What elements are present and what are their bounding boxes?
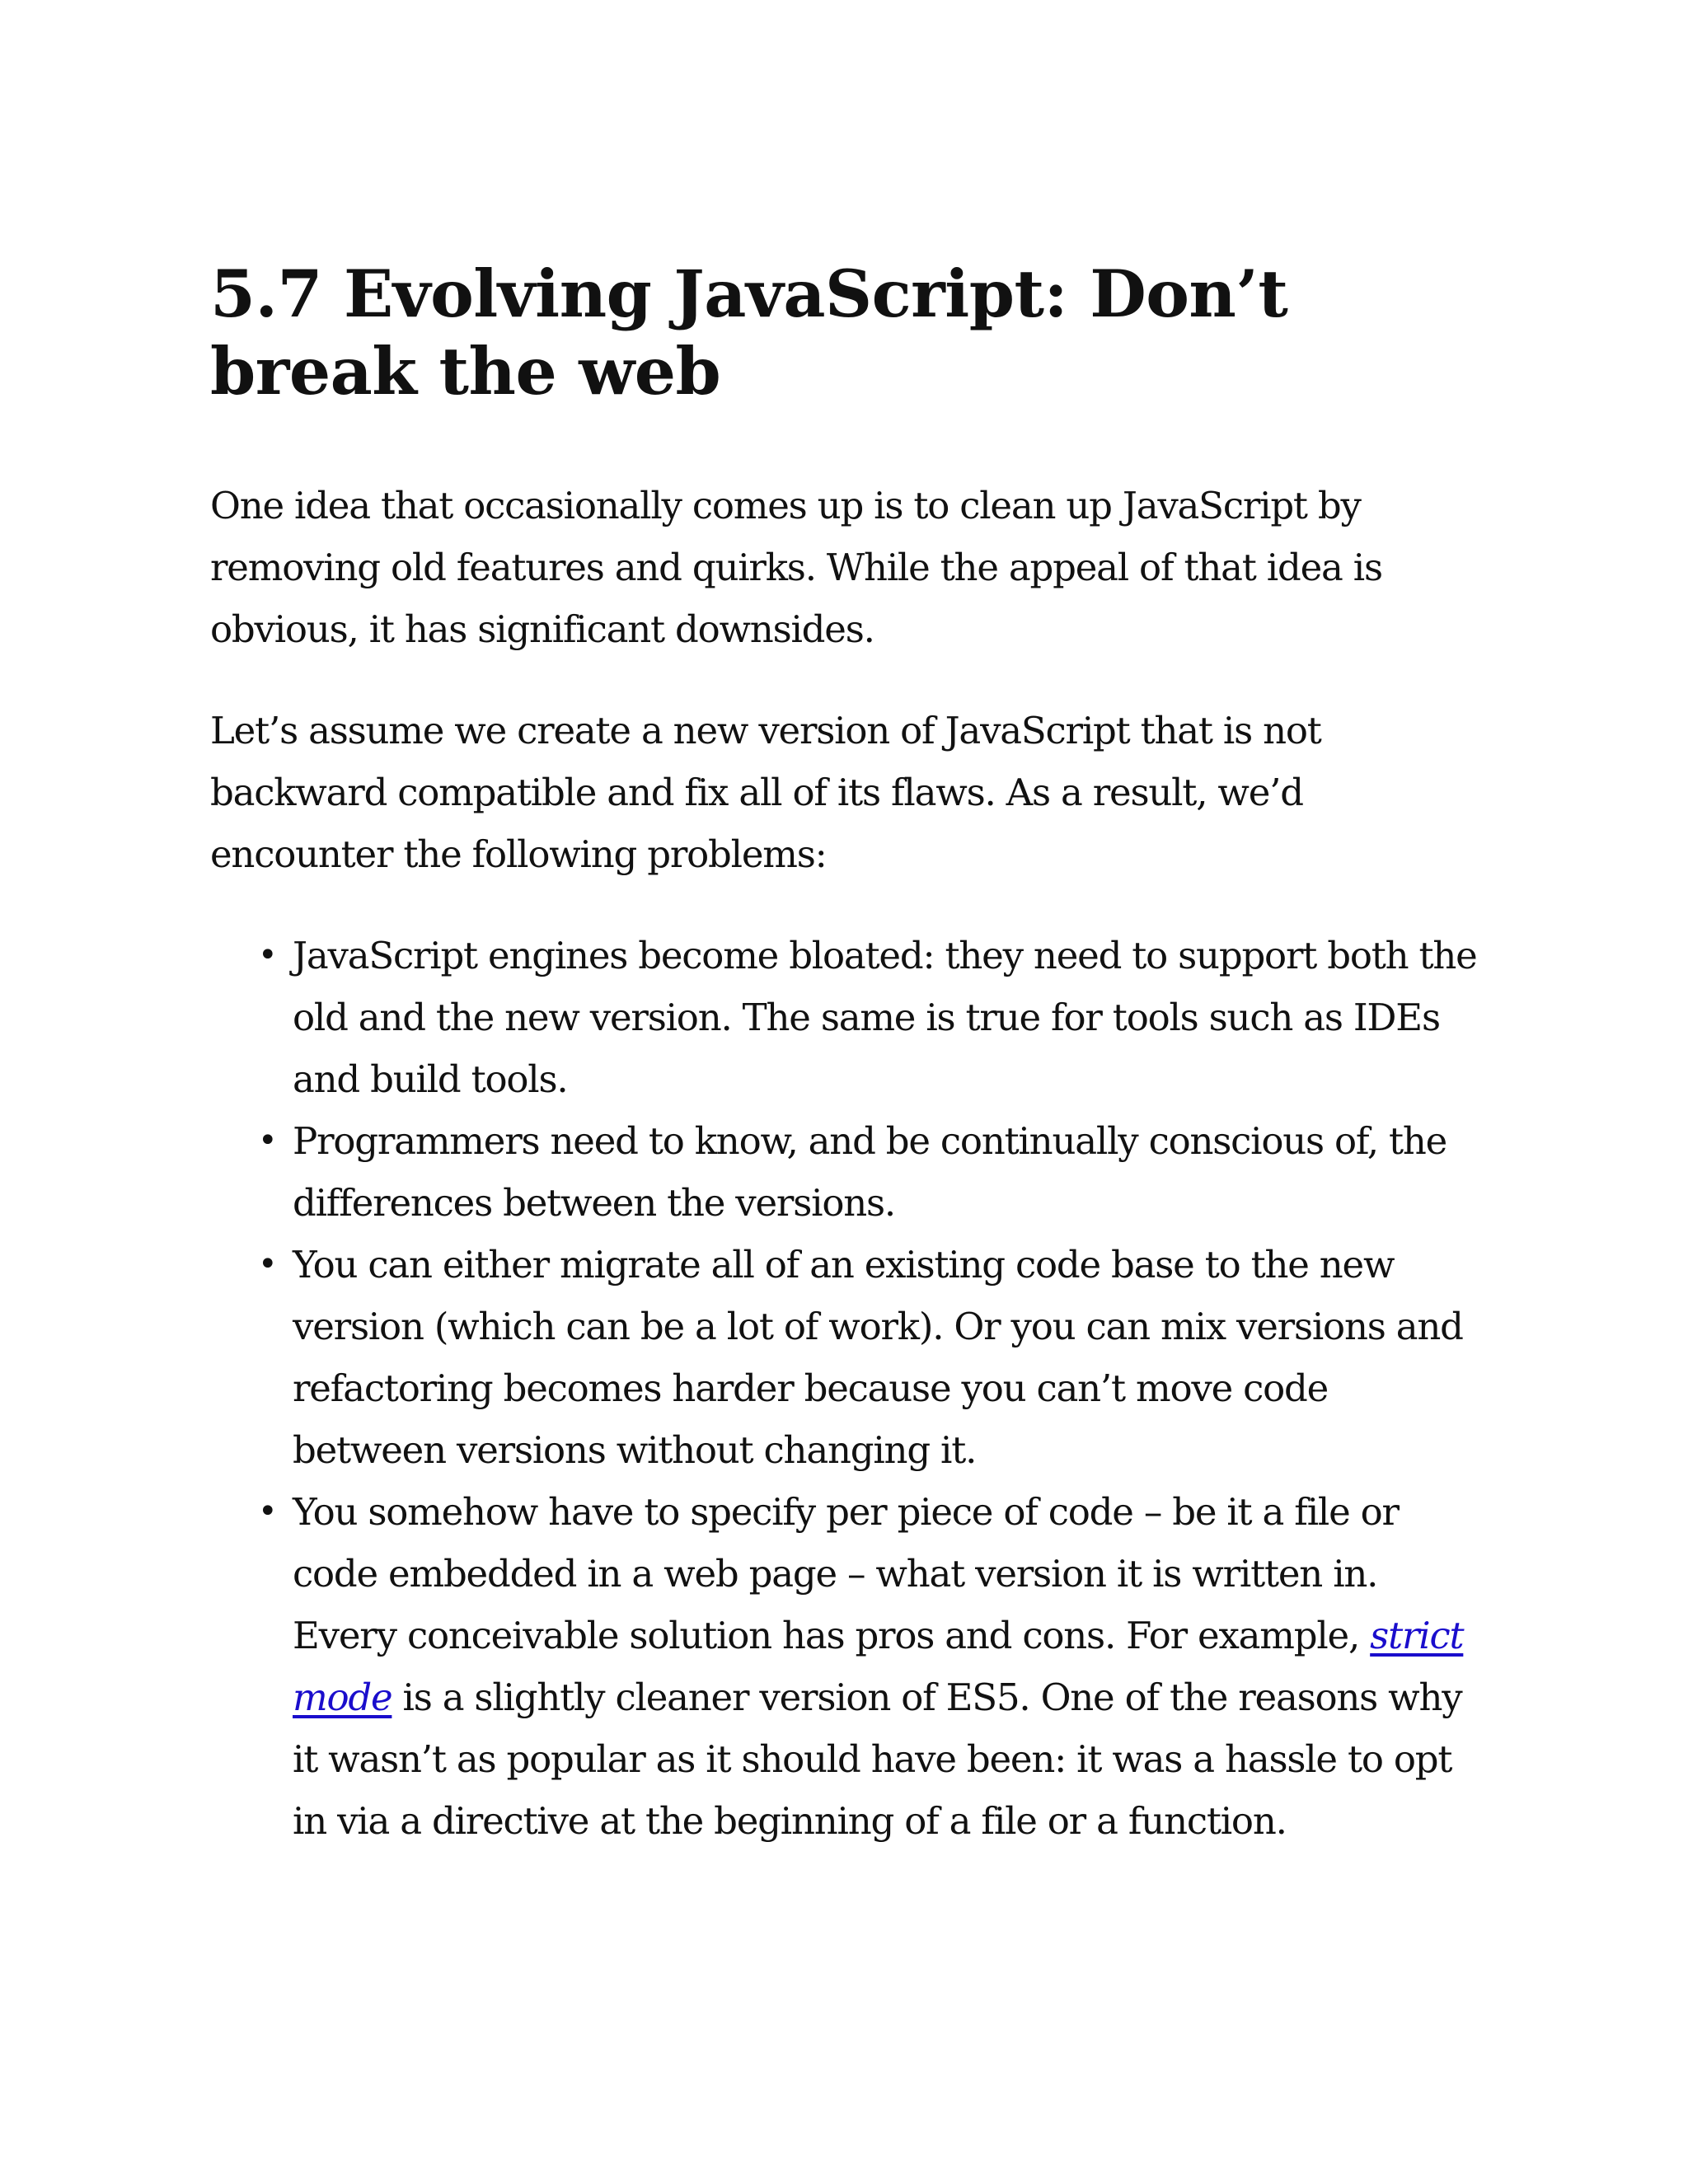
list-item-text: Programmers need to know, and be continually conscious of, the differences between the versions. bbox=[293, 1119, 1447, 1225]
bullet-icon: • bbox=[258, 1122, 277, 1160]
list-item-text: JavaScript engines become bloated: they need to support both the old and the new version. The same is true for tools such as IDEs and build tools. bbox=[293, 934, 1477, 1101]
section-title: Evolving JavaScript: Don’t break the web bbox=[210, 255, 1288, 410]
list-item-text-after-link: is a slightly cleaner version of ES5. One of the reasons why it wasn’t as popular as it should have been: it was a hassle to opt in via a directive at the beginning of a file or a function. bbox=[293, 1675, 1462, 1843]
document-page bbox=[210, 255, 1479, 1852]
paragraph-assumption: Let’s assume we create a new version of JavaScript that is not backward compatible and fix all of its flaws. As a result, we’d encounter the following problems: bbox=[210, 709, 1321, 876]
section-number: 5.7 bbox=[210, 255, 322, 332]
problems-list bbox=[210, 925, 1479, 1852]
paragraph-intro: One idea that occasionally comes up is to clean up JavaScript by removing old features and quirks. While the appeal of that idea is obvious, it has significant downsides. bbox=[210, 484, 1382, 651]
list-item-text: You can either migrate all of an existing code base to the new version (which can be a lot of work). Or you can mix versions and refactoring becomes harder because you can’t move code between versions without changing it. bbox=[293, 1243, 1463, 1472]
bullet-icon: • bbox=[258, 936, 277, 974]
list-item bbox=[258, 1481, 1479, 1852]
list-item bbox=[258, 1234, 1479, 1481]
strict-mode-link[interactable]: strict mode bbox=[293, 1614, 1464, 1719]
list-item-text-before-link: You somehow have to specify per piece of code – be it a file or code embedded in a web page – what version it is written in. Every conceivable solution has pros and cons. For example, bbox=[293, 1490, 1399, 1657]
list-item bbox=[258, 1110, 1479, 1234]
bullet-icon: • bbox=[258, 1493, 277, 1530]
section-heading bbox=[210, 255, 1479, 410]
list-item bbox=[258, 925, 1479, 1110]
bullet-icon: • bbox=[258, 1245, 277, 1283]
